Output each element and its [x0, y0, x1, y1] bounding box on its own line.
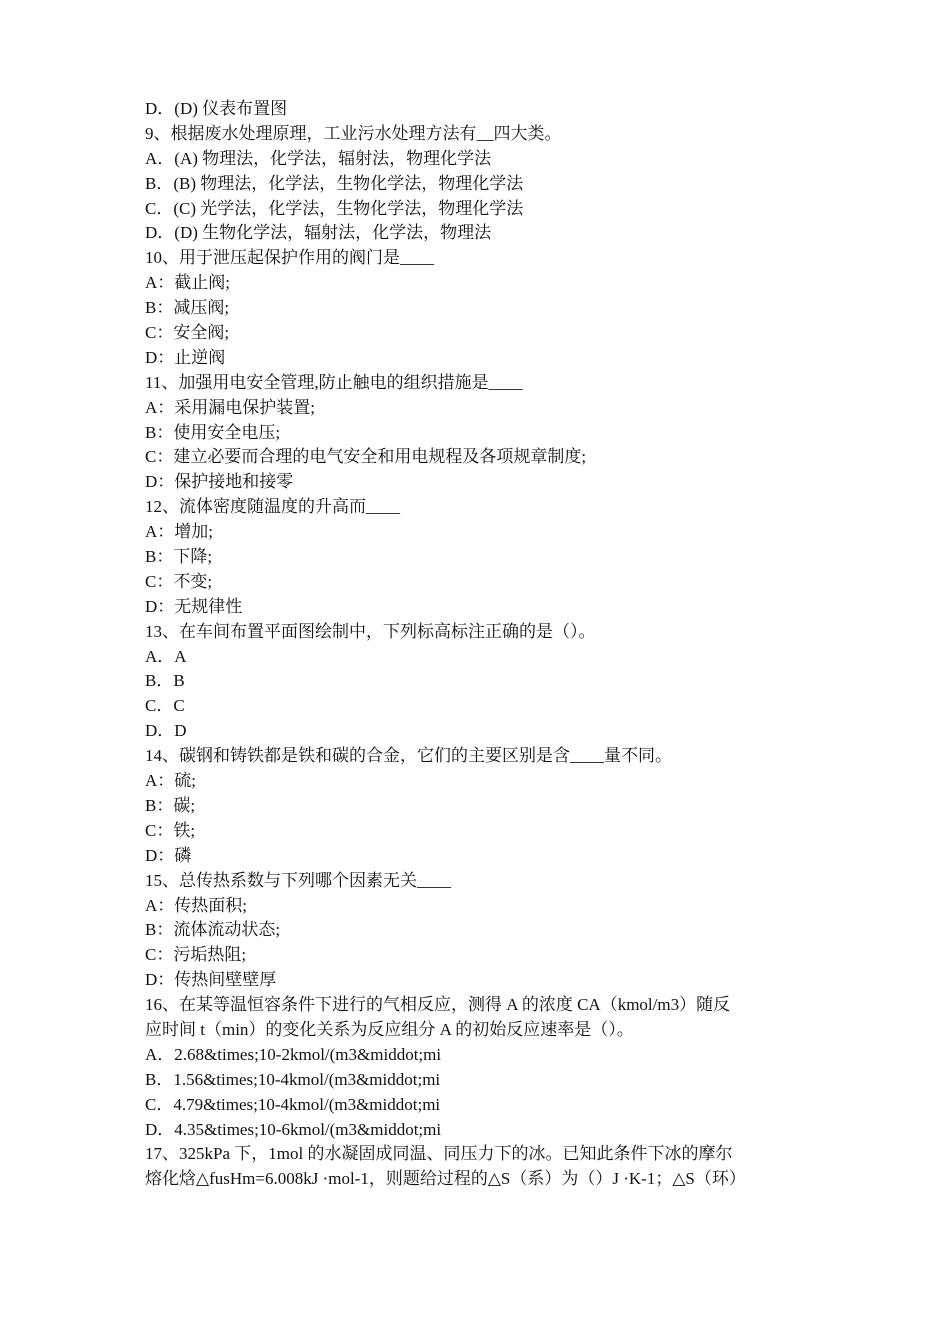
option-line: C．(C) 光学法，化学法，生物化学法，物理化学法: [145, 198, 524, 218]
option-line: A．2.68&times;10-2kmol/(m3&middot;mi: [145, 1044, 442, 1064]
option-line: A：采用漏电保护装置;: [145, 397, 315, 417]
option-line: C：污垢热阻;: [145, 945, 247, 965]
option-line: B：流体流动状态;: [145, 920, 281, 940]
option-line: A：硫;: [145, 771, 196, 791]
option-line: A．(A) 物理法，化学法，辐射法，物理化学法: [145, 148, 492, 168]
question-16: 16、在某等温恒容条件下进行的气相反应，测得 A 的浓度 CA（kmol/m3）随反: [145, 995, 731, 1015]
text-line: D．(D) 仪表布置图: [145, 99, 288, 118]
option-line: D：无规律性: [145, 596, 243, 616]
option-line: D．(D) 生物化学法，辐射法，化学法，物理法: [145, 223, 492, 243]
option-line: B：减压阀;: [145, 298, 230, 318]
option-line: A：传热面积;: [145, 895, 247, 915]
option-line: D．4.35&times;10-6kmol/(m3&middot;mi: [145, 1119, 442, 1139]
option-line: C．4.79&times;10-4kmol/(m3&middot;mi: [145, 1094, 441, 1114]
question-9: 9、根据废水处理原理，工业污水处理方法有__四大类。: [145, 123, 562, 143]
option-line: C．C: [145, 696, 185, 716]
question-10: 10、用于泄压起保护作用的阀门是____: [145, 248, 434, 268]
option-line: D：磷: [145, 845, 192, 865]
option-line: A：增加;: [145, 522, 213, 542]
question-13: 13、在车间布置平面图绘制中，下列标高标注正确的是（）。: [145, 621, 596, 641]
question-16-continued: 应时间 t（min）的变化关系为反应组分 A 的初始反应速率是（）。: [145, 1019, 634, 1039]
option-line: B．(B) 物理法，化学法，生物化学法，物理化学法: [145, 173, 524, 193]
option-line: B．1.56&times;10-4kmol/(m3&middot;mi: [145, 1069, 441, 1089]
question-17: 17、325kPa 下，1mol 的水凝固成同温、同压力下的冰。已知此条件下冰的摩尔: [145, 1144, 733, 1164]
option-line: D：止逆阀: [145, 347, 226, 367]
question-12: 12、流体密度随温度的升高而____: [145, 497, 400, 517]
question-15: 15、总传热系数与下列哪个因素无关____: [145, 870, 451, 890]
option-line: C：安全阀;: [145, 323, 230, 343]
option-line: D．D: [145, 721, 187, 741]
option-line: A：截止阀;: [145, 273, 230, 293]
question-11: 11、加强用电安全管理,防止触电的组织措施是____: [145, 372, 523, 392]
question-17-continued: 熔化焓△fusHm=6.008kJ ·mol-1，则题给过程的△S（系）为（）J ·K-1；△S（环）: [145, 1169, 746, 1189]
option-line: B：使用安全电压;: [145, 422, 281, 442]
option-line: B．B: [145, 671, 185, 691]
option-line: C：建立必要而合理的电气安全和用电规程及各项规章制度;: [145, 447, 587, 467]
option-line: C：铁;: [145, 820, 196, 840]
option-line: C：不变;: [145, 571, 213, 591]
question-14: 14、碳钢和铸铁都是铁和碳的合金，它们的主要区别是含____量不同。: [145, 746, 672, 766]
document-page: [145, 97, 815, 1192]
option-line: B：下降;: [145, 547, 213, 567]
option-line: D：传热间壁壁厚: [145, 970, 277, 990]
option-line: A．A: [145, 646, 187, 666]
option-line: B：碳;: [145, 795, 196, 815]
option-line: D：保护接地和接零: [145, 472, 294, 492]
